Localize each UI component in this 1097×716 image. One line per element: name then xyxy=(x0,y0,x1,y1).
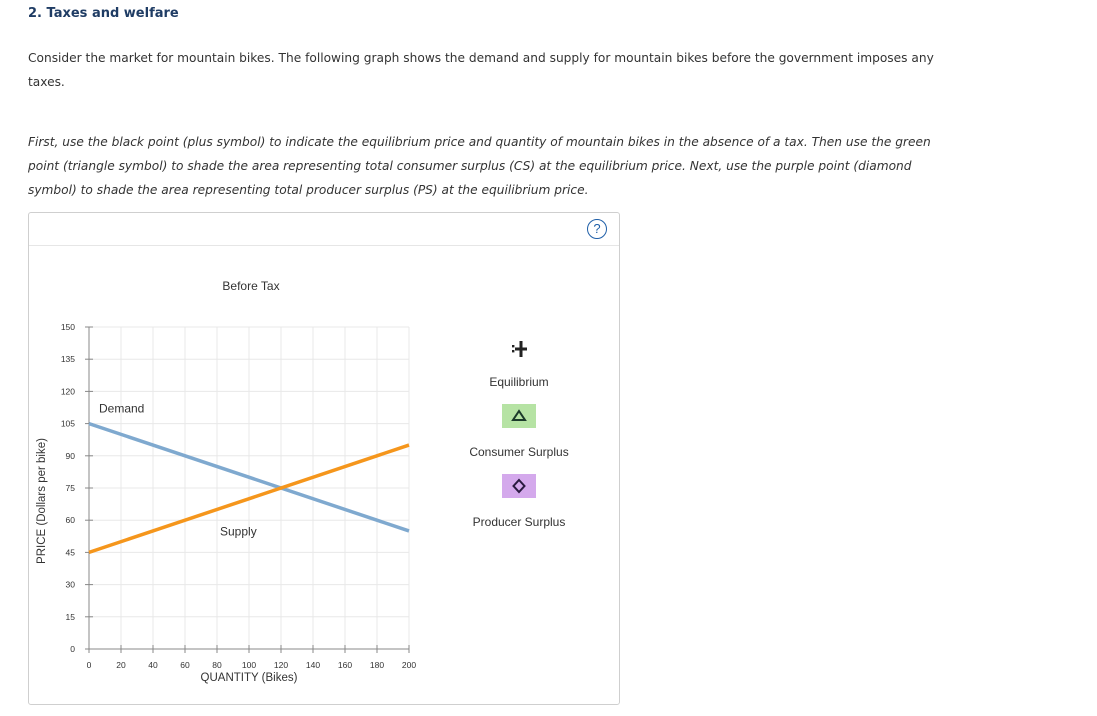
supply-label: Supply xyxy=(220,524,257,539)
x-tick-label: 40 xyxy=(148,660,158,670)
y-axis-label: PRICE (Dollars per bike) xyxy=(36,438,48,564)
x-tick-label: 80 xyxy=(212,660,222,670)
legend-producer-surplus-label: Producer Surplus xyxy=(472,515,566,529)
x-tick-label: 20 xyxy=(116,660,126,670)
diamond-icon xyxy=(502,474,536,498)
x-tick-label: 200 xyxy=(401,660,417,670)
y-tick-label: 15 xyxy=(65,611,75,622)
x-tick-label: 100 xyxy=(241,660,257,670)
legend-equilibrium-label: Equilibrium xyxy=(489,375,549,389)
y-tick-label: 75 xyxy=(65,483,75,493)
demand-label: Demand xyxy=(99,401,145,416)
panel-toolbar xyxy=(29,213,619,246)
chart-title: Before Tax xyxy=(222,279,280,293)
y-tick-label: 135 xyxy=(60,354,75,365)
x-tick-label: 0 xyxy=(86,660,92,670)
y-tick-label: 30 xyxy=(65,579,75,590)
y-tick-label: 120 xyxy=(60,386,75,397)
question-instructions: First, use the black point (plus symbol) to indicate the equilibrium price and quantity of mountain bikes in the absence of a tax. Then use the green point (triangle symbol) to shade the area representing total consumer surplus (CS) at the equilibrium price. Next, use the purple point (diamond symbol) to shade the area representing total producer surplus (PS) at the equilibrium price. xyxy=(28,135,931,197)
x-tick-label: 180 xyxy=(369,660,385,670)
y-tick-label: 45 xyxy=(65,547,75,558)
help-icon[interactable]: ? xyxy=(587,219,607,239)
legend-consumer-surplus-label: Consumer Surplus xyxy=(469,445,569,459)
y-tick-label: 60 xyxy=(65,515,75,526)
consumer-surplus-tool[interactable] xyxy=(502,404,536,428)
question-title: 2. Taxes and welfare xyxy=(28,6,179,21)
producer-surplus-tool[interactable] xyxy=(502,474,536,498)
plus-icon xyxy=(502,337,536,359)
y-tick-label: 0 xyxy=(70,644,75,654)
question-intro: Consider the market for mountain bikes. The following graph shows the demand and supply for mountain bikes before the government imposes any taxes. xyxy=(28,51,934,89)
y-tick-label: 150 xyxy=(60,322,75,332)
x-tick-label: 60 xyxy=(180,660,190,670)
x-tick-label: 160 xyxy=(337,660,353,670)
x-axis-label: QUANTITY (Bikes) xyxy=(200,672,298,684)
equilibrium-tool[interactable] xyxy=(502,337,536,359)
graph-panel xyxy=(28,212,620,705)
y-tick-label: 105 xyxy=(60,418,75,429)
x-tick-label: 140 xyxy=(305,660,321,670)
triangle-icon xyxy=(502,404,536,428)
y-tick-label: 90 xyxy=(65,450,75,461)
before-tax-chart[interactable] xyxy=(29,243,459,703)
x-tick-label: 120 xyxy=(273,660,289,670)
